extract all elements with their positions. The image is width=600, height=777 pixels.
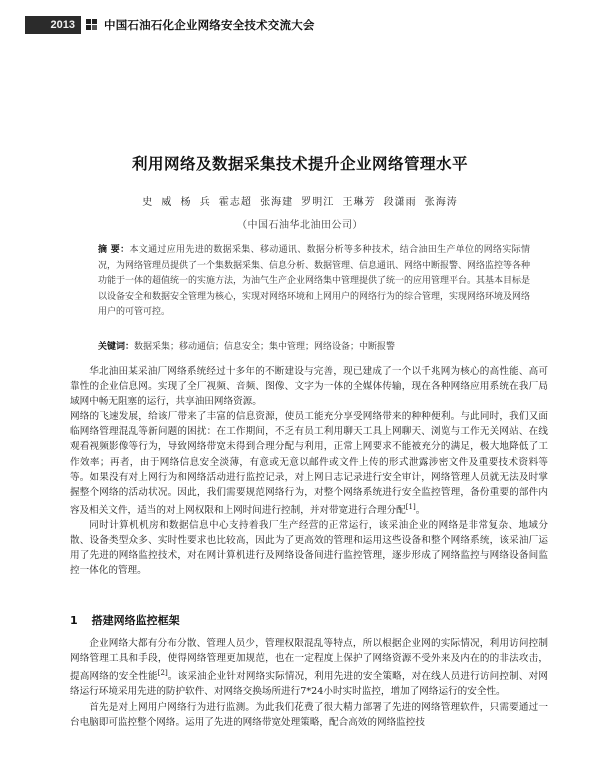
cube-logo-icon xyxy=(86,19,98,31)
citation-ref: [1] xyxy=(405,502,416,511)
paragraph: 华北油田某采油厂网络系统经过十多年的不断建设与完善，现已建成了一个以千兆网为核心的高性能、高可靠性的企业信息网。实现了全厂视频、音频、图像、文字为一体的全媒体传输，现在各种网络应用系统在我厂局域网中畅无阻塞的运行，共享油田网络资源。 xyxy=(70,366,548,408)
conference-title: 中国石油石化企业网络安全技术交流大会 xyxy=(104,18,315,32)
section-heading xyxy=(70,612,180,628)
page-header xyxy=(0,14,600,36)
author-list: 史 威 杨 兵 霍志超 张海建 罗明江 王琳芳 段潇雨 张海涛 xyxy=(142,197,458,208)
section-body xyxy=(70,636,548,730)
section-number: 1 xyxy=(70,614,78,627)
paragraph: 首先是对上网用户网络行为进行监测。为此我们花费了很大精力部署了先进的网络管理软件，只需要通过一台电脑即可监控整个网络。运用了先进的网络带宽处理策略，配合高效的网络监控技 xyxy=(70,701,548,728)
intro-body: 华北油田某采油厂网络系统经过十多年的不断建设与完善，现已建成了一个以千兆网为核心的高性能、高可靠性的企业信息网。实现了全厂视频、音频、图像、文字为一体的全媒体传输，现在各种网络应用系统在我厂局域网中畅无阻塞的运行，共享油田网络资源。 网络的飞速发展，给该厂带来了丰富的信息资源，使员工能充分享受网络带来的种种便利。与此同时，我们又面临网络管理混乱等新问题的困扰：在工作期间，不乏有员工利用聊天工具上网聊天、浏览与工作无关网站、在线观看视频影像等行为，导致网络带宽未得到合理分配与利用，正常上网要求不能被充分的满足，极大地降低了工作效率；再者，由于网络信息安全淡薄，有意或无意以邮件或文件上传的形式泄露涉密文件及重要技术资料等等。如果没有对上网行为和网络活动进行监控记录，对上网日志记录进行安全审计，网络管理人员就无法及时掌握整个网络的活动状况。因此，我们需要规范网络行为，对整个网络系统进行安全监控管理，备份重要的部件内容及相关文件，适当的对上网权限和上网时间进行控制，并对带宽进行合理分配 [1]。 同时计算机机房和数据信息中心支持着我厂生产经营的正常运行，该采油企业的网络是非常复杂、地域分散、设备类型众多、实时性要求也比较高，因此为了更高效的管理和运用这些设备和整个网络系统，该采油厂运用了先进的网络监控技术，对在网计算机进行及网络设备间进行监控管理，逐步形成了网络监控与网络设备间监控一体化的管理。 xyxy=(70,364,548,579)
abstract-label: 摘 要： xyxy=(98,245,130,255)
paper-title: 利用网络及数据采集技术提升企业网络管理水平 xyxy=(131,155,468,173)
paragraph: 网络的飞速发展，给该厂带来了丰富的信息资源，使员工能充分享受网络带来的种种便利。与此同时，我们又面临网络管理混乱等新问题的困扰：在工作期间，不乏有员工利用聊天工具上网聊天、浏览与工作无关网站、在线观看视频影像等行为，导致网络带宽未得到合理分配与利用，正常上网要求不能被充分的满足，极大地降低了工作效率；再者，由于网络信息安全淡薄，有意或无意以邮件或文件上传的形式泄露涉密文件及重要技术资料等等。如果没有对上网行为和网络活动进行监控记录，对上网日志记录进行安全审计，网络管理人员就无法及时掌握整个网络的活动状况。因此，我们需要规范网络行为，对整个网络系统进行安全监控管理，备份重要的部件内容及相关文件，适当的对上网权限和上网时间进行控制，并对带宽进行合理分配 xyxy=(70,411,548,517)
paragraph xyxy=(70,636,548,700)
paragraph-text: 企业网络大都有分布分散、管理人员少，管理权限混乱等特点，所以根据企业网的实际情况，利用访问控制网络管理工具和手段，使得网络管理更加规范，也在一定程度上保护了网络资源不受外来及内在的的非法攻击，提高网络的安全性能 xyxy=(70,638,548,683)
keywords xyxy=(98,340,530,355)
section-title: 搭建网络监控框架 xyxy=(91,614,180,627)
paragraph-text: 。该采油企业针对网络实际情况，利用先进的安全策略，对在线人员进行访问控制、对网络运行环境采用先进的防护软件、对网络交换场所进行7*24小时实时监控，增加了网络运行的安全性。 xyxy=(70,671,548,698)
citation-ref: [2] xyxy=(157,669,168,678)
affiliation: （中国石油华北油田公司） xyxy=(237,220,363,231)
abstract xyxy=(98,243,530,321)
abstract-text: 本文通过应用先进的数据采集、移动通讯、数据分析等多种技术，结合油田生产单位的网络实际情况，为网络管理员提供了一个集数据采集、信息分析、数据管理、信息通讯、网络中断报警、网络监控等各种功能于一体的超值统一的实施方法，为油气生产企业网络集中管理提供了统一的应用管理平台。其基本目标是以设备安全和数据安全管理为核心，实现对网络环境和上网用户的网络行为的综合管理，实现网络环境及网络用户的可管可控。 xyxy=(98,245,531,317)
year-badge: 2013 xyxy=(25,16,81,34)
paragraph: 同时计算机机房和数据信息中心支持着我厂生产经营的正常运行，该采油企业的网络是非常复杂、地域分散、设备类型众多、实时性要求也比较高，因此为了更高效的管理和运用这些设备和整个网络系统，该采油厂运用了先进的网络监控技术，对在网计算机进行及网络设备间进行监控管理，逐步形成了网络监控与网络设备间监控一体化的管理。 xyxy=(70,520,548,577)
keywords-label: 关键词： xyxy=(98,342,135,352)
keywords-text: 数据采集；移动通信；信息安全；集中管理；网络设备；中断报警 xyxy=(134,342,396,352)
